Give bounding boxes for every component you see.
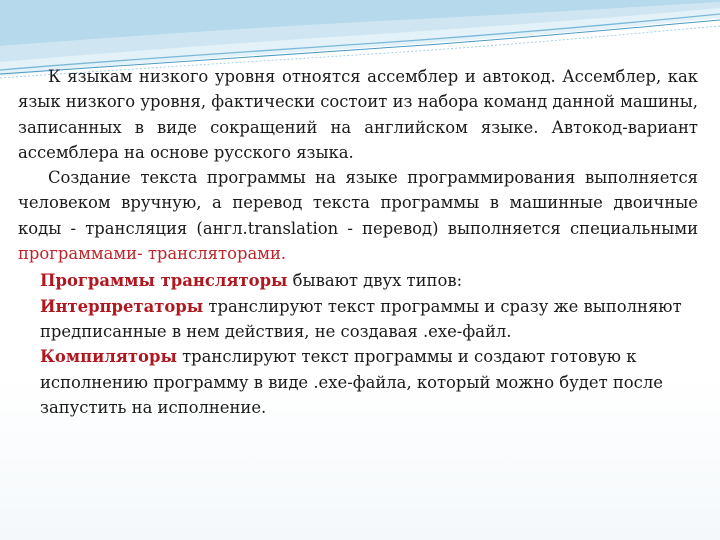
item-translator-types — [18, 268, 698, 293]
paragraph-program-translation — [18, 165, 698, 266]
paragraph-1-text: К языкам низкого уровня отноятся ассемблер и автокод. Ассемблер, как язык низкого уровня, фактически состоит из набора команд данной машины, записанных в виде сокращений на английском языке. Автокод-вариант ассемблера на основе русского языка. — [18, 67, 698, 162]
term-interpreters: Интерпретаторы — [40, 296, 204, 316]
item-compilers — [18, 344, 698, 420]
translators-highlight: программами- трансляторами. — [18, 244, 287, 264]
item-translators-text: бывают двух типов: — [287, 271, 463, 291]
paragraph-low-level-languages — [18, 64, 698, 165]
term-translators: Программы трансляторы — [40, 271, 288, 291]
paragraph-2-text: Создание текста программы на языке программирования выполняется человеком вручную, а перевод текста программы в машинные двоичные коды - трансляция (англ.translation - перевод) выполняется специальными — [18, 168, 698, 238]
slide-content — [18, 64, 698, 420]
item-compilers-text: транслируют текст программы и создают готовую к исполнению программу в виде .exe-файла, который можно будет после запустить на исполнение. — [40, 347, 663, 417]
item-interpreters — [18, 294, 698, 345]
term-compilers: Компиляторы — [40, 347, 177, 367]
item-interpreters-text: транслируют текст программы и сразу же выполняют предписанные в нем действия, не создавая .exe-файл. — [40, 296, 682, 341]
